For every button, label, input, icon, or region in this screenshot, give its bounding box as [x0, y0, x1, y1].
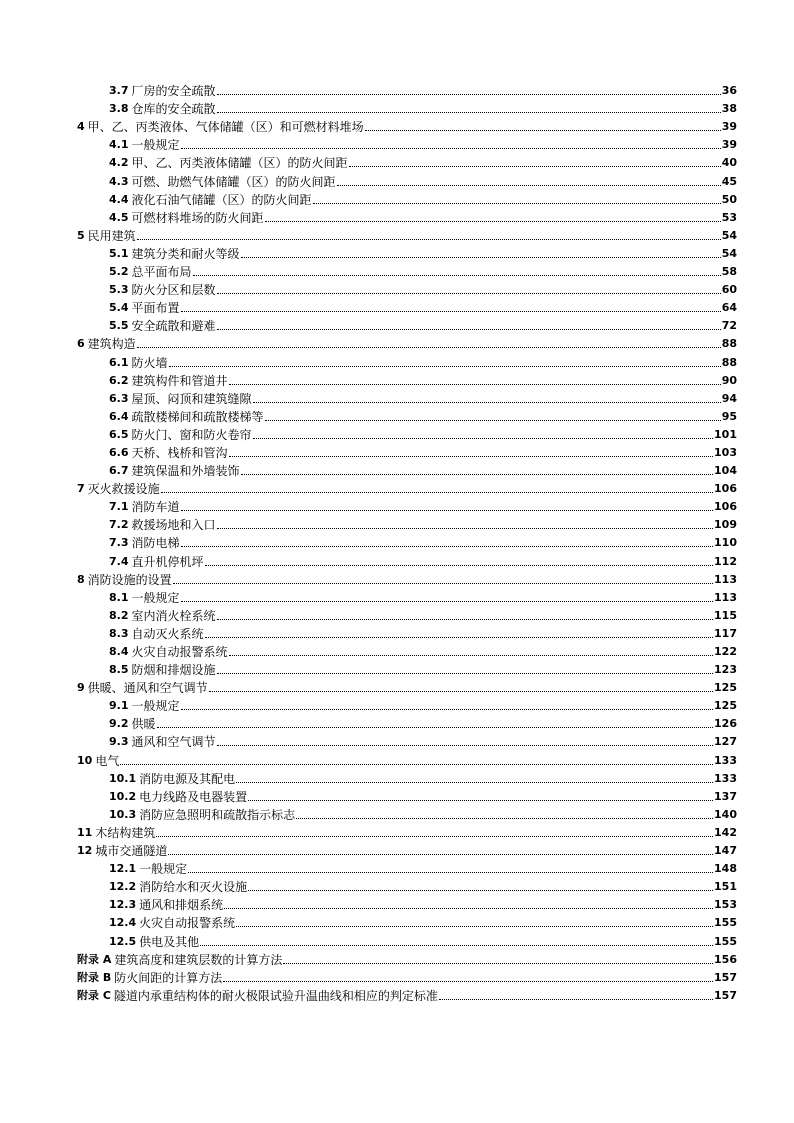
- table-of-contents: [77, 80, 737, 1003]
- toc-entry-number: 7: [77, 482, 85, 496]
- toc-entry-chapter[interactable]: [77, 225, 737, 243]
- toc-entry-number: 5: [77, 228, 85, 242]
- toc-entry-page-number: 54: [721, 228, 737, 242]
- toc-entry-page-number: 110: [714, 536, 737, 550]
- dot-leader: [181, 311, 721, 312]
- toc-entry-title: 防火墙: [131, 355, 168, 370]
- toc-entry-number: 4.5: [109, 210, 129, 224]
- dot-leader: [241, 474, 714, 475]
- toc-entry-page-number: 127: [714, 735, 737, 749]
- toc-entry-page-number: 39: [721, 120, 737, 134]
- dot-leader: [248, 890, 713, 891]
- toc-entry-section[interactable]: [77, 894, 737, 912]
- toc-entry-section[interactable]: [77, 261, 737, 279]
- toc-entry-section[interactable]: [77, 641, 737, 659]
- toc-entry-section[interactable]: [77, 406, 737, 424]
- toc-entry-section[interactable]: [77, 695, 737, 713]
- toc-entry-number: 8: [77, 572, 85, 586]
- toc-entry-chapter[interactable]: [77, 749, 737, 767]
- toc-entry-page-number: 117: [714, 626, 737, 640]
- toc-entry-number: 4.1: [109, 138, 129, 152]
- dot-leader: [217, 329, 721, 330]
- toc-entry-title: 安全疏散和避难: [131, 319, 216, 334]
- toc-entry-page-number: 133: [714, 771, 737, 785]
- toc-entry-number: 5.2: [109, 265, 129, 279]
- toc-entry-title: 自动灭火系统: [131, 626, 204, 641]
- toc-entry-page-number: 148: [714, 862, 737, 876]
- toc-entry-number: 12.2: [109, 880, 137, 894]
- toc-entry-section[interactable]: [77, 243, 737, 261]
- toc-entry-number: 4.4: [109, 192, 129, 206]
- dot-leader: [229, 384, 721, 385]
- dot-leader: [313, 203, 721, 204]
- toc-entry-section[interactable]: [77, 713, 737, 731]
- toc-entry-number: 6.7: [109, 464, 129, 478]
- dot-leader: [181, 546, 714, 547]
- dot-leader: [205, 637, 714, 638]
- toc-entry-section[interactable]: [77, 804, 737, 822]
- toc-entry-title: 消防电源及其配电: [139, 771, 236, 786]
- dot-leader: [253, 402, 721, 403]
- toc-entry-title: 防火分区和层数: [131, 283, 216, 298]
- toc-entry-title: 隧道内承重结构体的耐火极限试验升温曲线和相应的判定标准: [113, 988, 438, 1003]
- dot-leader: [157, 727, 714, 728]
- toc-entry-title: 救援场地和入口: [131, 518, 216, 533]
- dot-leader: [217, 112, 721, 113]
- toc-entry-page-number: 88: [721, 355, 737, 369]
- dot-leader: [241, 257, 721, 258]
- toc-entry-section[interactable]: [77, 189, 737, 207]
- toc-entry-number: 8.5: [109, 663, 129, 677]
- toc-entry-title: 可燃材料堆场的防火间距: [131, 210, 264, 225]
- toc-entry-page-number: 147: [714, 844, 737, 858]
- toc-entry-number: 10.1: [109, 771, 137, 785]
- toc-entry-title: 消防设施的设置: [87, 572, 172, 587]
- toc-entry-chapter[interactable]: [77, 967, 737, 985]
- toc-entry-title: 防火间距的计算方法: [114, 970, 223, 985]
- toc-entry-page-number: 103: [714, 445, 737, 459]
- dot-leader: [181, 148, 721, 149]
- dot-leader: [217, 619, 714, 620]
- toc-entry-title: 火灾自动报警系统: [131, 645, 228, 659]
- toc-entry-page-number: 53: [721, 210, 737, 224]
- toc-entry-section[interactable]: [77, 786, 737, 804]
- toc-entry-page-number: 142: [714, 825, 737, 839]
- toc-entry-title: 天桥、栈桥和管沟: [131, 445, 228, 460]
- toc-entry-chapter[interactable]: [77, 677, 737, 695]
- toc-entry-page-number: 72: [721, 319, 737, 333]
- toc-entry-title: 液化石油气储罐（区）的防火间距: [131, 192, 312, 207]
- toc-entry-section[interactable]: [77, 514, 737, 532]
- toc-entry-page-number: 39: [721, 138, 737, 152]
- toc-entry-page-number: 90: [721, 373, 737, 387]
- toc-entry-title: 通风和排烟系统: [139, 898, 224, 913]
- toc-entry-section[interactable]: [77, 496, 737, 514]
- toc-entry-section[interactable]: [77, 550, 737, 568]
- toc-entry-page-number: 94: [721, 391, 737, 405]
- toc-entry-number: 8.2: [109, 608, 129, 622]
- toc-entry-page-number: 155: [714, 916, 737, 930]
- toc-entry-page-number: 101: [714, 427, 737, 441]
- toc-entry-page-number: 137: [714, 789, 737, 803]
- dot-leader: [217, 673, 714, 674]
- toc-entry-number: 6.1: [109, 355, 129, 369]
- toc-entry-title: 甲、乙、丙类液体储罐（区）的防火间距: [131, 156, 348, 171]
- dot-leader: [173, 583, 713, 584]
- toc-entry-page-number: 106: [714, 500, 737, 514]
- toc-entry-title: 消防电梯: [131, 536, 180, 551]
- toc-entry-page-number: 64: [721, 301, 737, 315]
- toc-entry-number: 6: [77, 337, 85, 351]
- toc-entry-section[interactable]: [77, 659, 737, 677]
- toc-entry-page-number: 140: [714, 807, 737, 821]
- toc-entry-page-number: 153: [714, 898, 737, 912]
- toc-entry-number: 3.8: [109, 102, 129, 116]
- dot-leader: [265, 420, 721, 421]
- dot-leader: [193, 275, 721, 276]
- dot-leader: [365, 130, 721, 131]
- toc-entry-number: 6.5: [109, 427, 129, 441]
- toc-entry-page-number: 133: [714, 753, 737, 767]
- toc-entry-title: 消防给水和灭火设施: [139, 880, 248, 895]
- toc-entry-title: 消防车道: [131, 500, 180, 515]
- toc-entry-number: 8.4: [109, 645, 129, 658]
- dot-leader: [223, 981, 713, 982]
- dot-leader: [439, 999, 713, 1000]
- dot-leader: [236, 782, 713, 783]
- toc-entry-number: 3.7: [109, 84, 129, 98]
- dot-leader: [169, 366, 721, 367]
- toc-entry-section[interactable]: [77, 388, 737, 406]
- toc-entry-number: 9.3: [109, 735, 129, 749]
- toc-entry-page-number: 54: [721, 246, 737, 260]
- toc-entry-number: 9.1: [109, 699, 129, 713]
- dot-leader: [209, 691, 713, 692]
- toc-entry-page-number: 125: [714, 681, 737, 695]
- toc-entry-number: 7.4: [109, 554, 129, 568]
- toc-entry-number: 5.5: [109, 319, 129, 333]
- dot-leader: [181, 510, 714, 511]
- toc-entry-page-number: 88: [721, 337, 737, 351]
- toc-entry-chapter[interactable]: [77, 840, 737, 858]
- dot-leader: [217, 293, 721, 294]
- dot-leader: [349, 166, 721, 167]
- toc-entry-page-number: 157: [714, 988, 737, 1002]
- dot-leader: [137, 347, 721, 348]
- toc-entry-page-number: 58: [721, 265, 737, 279]
- dot-leader: [296, 818, 713, 819]
- toc-entry-title: 一般规定: [139, 862, 188, 877]
- dot-leader: [200, 945, 713, 946]
- toc-entry-number: 12.4: [109, 916, 137, 930]
- dot-leader: [217, 528, 714, 529]
- dot-leader: [181, 601, 714, 602]
- toc-entry-title: 火灾自动报警系统: [139, 916, 236, 931]
- toc-entry-section[interactable]: [77, 351, 737, 369]
- toc-entry-number: 附录 B: [77, 970, 112, 984]
- toc-entry-number: 11: [77, 825, 93, 839]
- toc-entry-section[interactable]: [77, 623, 737, 641]
- dot-leader: [337, 185, 721, 186]
- dot-leader: [217, 745, 714, 746]
- toc-entry-title: 建筑构件和管道井: [131, 373, 228, 388]
- toc-entry-section[interactable]: [77, 170, 737, 188]
- toc-entry-number: 8.3: [109, 626, 129, 640]
- toc-entry-number: 6.6: [109, 445, 129, 459]
- dot-leader: [188, 872, 713, 873]
- toc-entry-title: 一般规定: [131, 590, 180, 605]
- toc-entry-title: 一般规定: [131, 699, 180, 714]
- toc-entry-title: 屋顶、闷顶和建筑缝隙: [131, 391, 252, 406]
- toc-entry-title: 厂房的安全疏散: [131, 84, 216, 99]
- toc-entry-title: 室内消火栓系统: [131, 608, 216, 623]
- toc-entry-title: 电气: [95, 753, 120, 768]
- dot-leader: [161, 492, 713, 493]
- toc-entry-chapter[interactable]: [77, 985, 737, 1003]
- toc-entry-page-number: 126: [714, 717, 737, 731]
- toc-entry-page-number: 113: [714, 590, 737, 604]
- toc-entry-page-number: 50: [721, 192, 737, 206]
- toc-entry-section[interactable]: [77, 442, 737, 460]
- toc-entry-section[interactable]: [77, 587, 737, 605]
- toc-entry-section[interactable]: [77, 152, 737, 170]
- toc-entry-number: 5.3: [109, 283, 129, 297]
- toc-entry-title: 消防应急照明和疏散指示标志: [139, 807, 296, 822]
- dot-leader: [283, 963, 713, 964]
- dot-leader: [217, 94, 721, 95]
- toc-entry-title: 通风和空气调节: [131, 735, 216, 750]
- toc-entry-section[interactable]: [77, 532, 737, 550]
- toc-entry-page-number: 112: [714, 554, 737, 568]
- toc-entry-page-number: 156: [714, 952, 737, 966]
- toc-entry-number: 附录 C: [77, 988, 111, 1002]
- toc-entry-section[interactable]: [77, 297, 737, 315]
- toc-entry-page-number: 45: [721, 174, 737, 188]
- dot-leader: [205, 565, 714, 566]
- toc-entry-title: 仓库的安全疏散: [131, 102, 216, 117]
- toc-entry-number: 4.2: [109, 156, 129, 170]
- toc-entry-section[interactable]: [77, 731, 737, 749]
- toc-entry-number: 12.1: [109, 862, 137, 876]
- toc-entry-title: 供电及其他: [139, 934, 200, 949]
- toc-entry-page-number: 60: [721, 283, 737, 297]
- dot-leader: [168, 854, 713, 855]
- toc-entry-number: 附录 A: [77, 952, 112, 966]
- toc-entry-title: 建筑高度和建筑层数的计算方法: [114, 952, 283, 967]
- toc-entry-title: 供暖、通风和空气调节: [87, 681, 208, 696]
- toc-entry-number: 6.4: [109, 409, 129, 423]
- toc-entry-section[interactable]: [77, 207, 737, 225]
- toc-entry-title: 总平面布局: [131, 265, 192, 280]
- toc-entry-title: 建筑分类和耐火等级: [131, 246, 240, 261]
- toc-entry-title: 建筑保温和外墙装饰: [131, 464, 240, 479]
- toc-entry-number: 9.2: [109, 717, 129, 731]
- toc-entry-section[interactable]: [77, 605, 737, 623]
- toc-entry-page-number: 125: [714, 699, 737, 713]
- toc-entry-page-number: 106: [714, 482, 737, 496]
- toc-entry-number: 12.3: [109, 898, 137, 912]
- toc-entry-page-number: 123: [714, 663, 737, 677]
- toc-entry-chapter[interactable]: [77, 949, 737, 967]
- toc-entry-title: 灭火救援设施: [87, 482, 160, 497]
- toc-entry-page-number: 115: [714, 608, 737, 622]
- toc-entry-number: 6.3: [109, 391, 129, 405]
- dot-leader: [137, 239, 721, 240]
- toc-entry-number: 9: [77, 681, 85, 695]
- toc-entry-number: 12.5: [109, 934, 137, 948]
- toc-entry-chapter[interactable]: [77, 822, 737, 840]
- toc-entry-page-number: 40: [721, 156, 737, 170]
- toc-entry-number: 8.1: [109, 590, 129, 604]
- toc-entry-page-number: 104: [714, 464, 737, 478]
- toc-entry-title: 供暖: [131, 717, 156, 732]
- toc-entry-title: 平面布置: [131, 301, 180, 316]
- toc-entry-section[interactable]: [77, 460, 737, 478]
- toc-entry-title: 直升机停机坪: [131, 554, 204, 569]
- dot-leader: [248, 800, 713, 801]
- toc-entry-section[interactable]: [77, 279, 737, 297]
- dot-leader: [229, 456, 714, 457]
- toc-entry-page-number: 95: [721, 409, 737, 423]
- toc-entry-title: 木结构建筑: [95, 825, 156, 840]
- toc-entry-number: 7.2: [109, 518, 129, 532]
- toc-entry-section[interactable]: [77, 930, 737, 948]
- toc-entry-number: 10.2: [109, 789, 137, 803]
- toc-entry-number: 7.3: [109, 536, 129, 550]
- toc-entry-number: 4.3: [109, 174, 129, 188]
- toc-entry-section[interactable]: [77, 80, 737, 98]
- toc-entry-number: 5.4: [109, 301, 129, 315]
- toc-entry-title: 一般规定: [131, 138, 180, 153]
- toc-entry-section[interactable]: [77, 912, 737, 930]
- toc-entry-chapter[interactable]: [77, 333, 737, 351]
- toc-entry-page-number: 38: [721, 102, 737, 116]
- toc-entry-title: 民用建筑: [87, 228, 136, 243]
- toc-entry-page-number: 113: [714, 572, 737, 586]
- toc-entry-chapter[interactable]: [77, 116, 737, 134]
- toc-entry-title: 可燃、助燃气体储罐（区）的防火间距: [131, 174, 336, 189]
- toc-entry-number: 6.2: [109, 373, 129, 387]
- toc-entry-section[interactable]: [77, 370, 737, 388]
- toc-entry-section[interactable]: [77, 424, 737, 442]
- toc-entry-number: 7.1: [109, 500, 129, 514]
- toc-entry-chapter[interactable]: [77, 478, 737, 496]
- dot-leader: [236, 926, 713, 927]
- toc-entry-chapter[interactable]: [77, 569, 737, 587]
- toc-entry-section[interactable]: [77, 315, 737, 333]
- dot-leader: [265, 221, 721, 222]
- toc-entry-page-number: 36: [721, 84, 737, 98]
- toc-entry-section[interactable]: [77, 134, 737, 152]
- toc-entry-number: 10: [77, 753, 93, 767]
- dot-leader: [229, 655, 714, 656]
- toc-entry-section[interactable]: [77, 858, 737, 876]
- toc-entry-number: 10.3: [109, 807, 137, 821]
- toc-entry-page-number: 157: [714, 970, 737, 984]
- dot-leader: [181, 709, 714, 710]
- toc-entry-section[interactable]: [77, 98, 737, 116]
- toc-entry-number: 12: [77, 844, 93, 858]
- toc-entry-number: 5.1: [109, 246, 129, 260]
- toc-entry-page-number: 109: [714, 518, 737, 532]
- toc-entry-title: 防烟和排烟设施: [131, 663, 216, 678]
- dot-leader: [156, 836, 713, 837]
- toc-entry-title: 甲、乙、丙类液体、气体储罐（区）和可燃材料堆场: [87, 120, 364, 135]
- toc-entry-number: 4: [77, 120, 85, 134]
- toc-entry-title: 疏散楼梯间和疏散楼梯等: [131, 409, 264, 424]
- toc-entry-title: 防火门、窗和防火卷帘: [131, 427, 252, 442]
- toc-entry-page-number: 155: [714, 934, 737, 948]
- toc-entry-title: 电力线路及电器装置: [139, 789, 248, 804]
- toc-entry-section[interactable]: [77, 876, 737, 894]
- toc-entry-page-number: 122: [714, 645, 737, 658]
- toc-entry-title: 城市交通隧道: [95, 844, 168, 859]
- dot-leader: [224, 908, 713, 909]
- toc-entry-page-number: 151: [714, 880, 737, 894]
- toc-entry-title: 建筑构造: [87, 337, 136, 352]
- toc-entry-section[interactable]: [77, 768, 737, 786]
- dot-leader: [253, 438, 714, 439]
- dot-leader: [120, 764, 713, 765]
